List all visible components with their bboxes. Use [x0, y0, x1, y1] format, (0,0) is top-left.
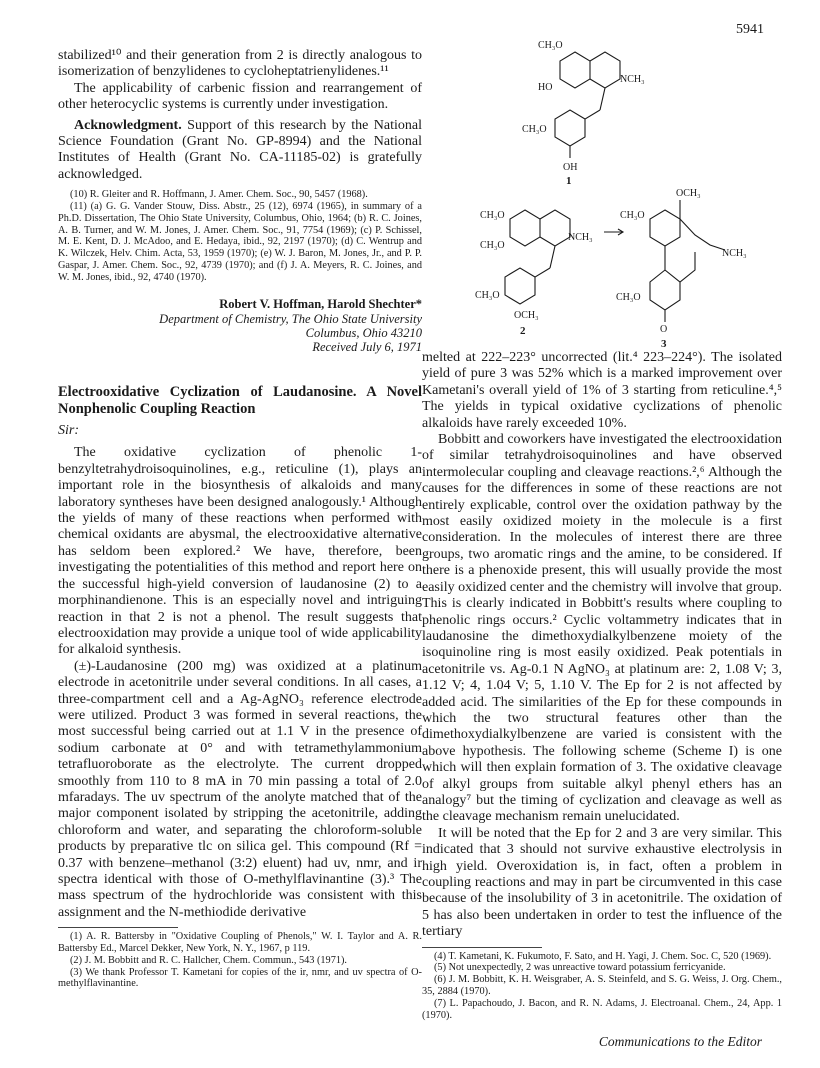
s1-label: 1	[566, 175, 572, 187]
right-para-2: Bobbitt and coworkers have investigated the electrooxidation of similar tetrahydroisoquinolines and have observed intermolecular coupling and cleavage reactions.²,⁶ Although the causes for the differences in some of these reactions are not entirely explicable, control over the oxidation pathway by the most easily oxidized moiety in the molecule is a first consideration. In the molecules of interest there are three groups, two aromatic rings and the amine, to be considered. If there is a phenoxide present, this will usually provide the most easily oxidized center and the chemistry will involve that group. This is clearly indicated in Bobbitt's results where coupling to phenolic rings occurs.² Cyclic voltammetry indicates that in laudanosine the dimethoxydialkylbenzene moiety of the isoquinoline ring is most easily oxidized. Peak potentials in acetonitrile vs. Ag-0.1 N AgNO₃ at platinum are: 2, 1.08 V; 3, 1.12 V; 4, 1.04 V; 5, 1.10 V. The Ep for 2 is not affected by added acid. The similarities of the Ep for these compounds in which the two structural features other than the dimethoxydialkylbenzene are varied is consistent with the above hypothesis. The following scheme (Scheme I) is one which will then explain formation of 3. The oxidative cleavage of alkyl groups from suitable alkyl phenyl ethers has an analogy⁷ but the timing of cyclization and cleavage as well as the cleavage mechanism remain unelucidated.	[422, 432, 783, 825]
s1-ch3o-low: CH₃O	[522, 124, 547, 135]
s3-och3: OCH₃	[676, 188, 701, 199]
s1-ring-c	[555, 110, 600, 146]
left-para-2: The applicability of carbenic fission and rearrangement of other heterocyclic systems is currently under investigation.	[58, 80, 422, 113]
ack-body: Support of this research by the National Science Foundation (Grant No. GP-8994) and the National Institutes of Health (Grant No. CA-11185-02) is gratefully acknowledged.	[58, 117, 422, 182]
s2-ring-a	[510, 210, 540, 246]
s3-ring-a	[650, 210, 680, 246]
s1-ring-b	[590, 52, 620, 88]
s3-ch3o-a: CH₃O	[620, 210, 645, 221]
salutation: Sir:	[58, 423, 79, 439]
s3-ring-b	[680, 219, 725, 250]
left-para-4: (±)-Laudanosine (200 mg) was oxidized at a platinum electrode in acetonitrile under several conditions. In all cases, a three-compartment cell and a Ag-AgNO₃ reference electrode were utilized. Product 3 was formed in several reactions, the most successful being carried out at 1.1 V in the presence of sodium carbonate at 0° and with tetramethylammonium tetrafluoroborate as the electrolyte. The current dropped smoothly from 110 to 8 mA in 70 min passing a total of 2.0 mfaradays. The uv spectrum of the anolyte matched that of the major component isolated by stripping the acetonitrile, adding chloroform and water, and separating the chloroform-soluble products by preparative tlc on silica gel. This compound (Rf = 0.37 with benzene–methanol (3:2) eluent) had uv, nmr, and ir spectra identical with those of O-methylflavinantine (3).³ The mass spectrum of the hydrochloride was consistent with this assignment and the N-methiodide derivative	[58, 658, 422, 920]
right-para-3: It will be noted that the Ep for 2 and 3 are very similar. This indicated that 3 should not survive exhaustive electrolysis in high yield. Overoxidation is, in fact, often a problem in coupling reactions and may in part be circumvented in this case because of the insolubility of 3 in acetonitrile. The oxidation of 5 has also been undertaken in order to test the influence of the tertiary	[422, 825, 782, 940]
authors: Robert V. Hoffman, Harold Shechter*	[219, 296, 422, 311]
s2-ch3o-a: CH₃O	[480, 210, 505, 221]
affiliation-1: Department of Chemistry, The Ohio State University	[159, 312, 422, 327]
s1-nch3: NCH₃	[620, 74, 645, 85]
received-date: Received July 6, 1971	[312, 340, 422, 355]
footnotes-top	[58, 189, 422, 283]
s1-oh: OH	[563, 162, 578, 173]
signature-block	[58, 296, 422, 354]
s3-o: O	[660, 324, 668, 335]
left-para-1: stabilized¹⁰ and their generation from 2 is directly analogous to isomerization of benzylidenes to cycloheptatrienylidenes.¹¹	[58, 48, 422, 80]
structure-2	[475, 210, 593, 337]
s3-ch3o-b: CH₃O	[616, 292, 641, 303]
footnote-6: (6) J. M. Bobbitt, K. H. Weisgraber, A. S. Steinfeld, and S. G. Weiss, J. Org. Chem., 35, 2884 (1970).	[422, 974, 782, 998]
s3-nch3: NCH₃	[722, 248, 747, 259]
footnote-1: (1) A. R. Battersby in "Oxidative Coupling of Phenols," W. I. Taylor and A. R. Battersby Ed., Marcel Dekker, New York, N. Y., 1967, p 119.	[58, 931, 422, 955]
footnote-11: (11) (a) G. G. Vander Stouw, Diss. Abstr., 25 (12), 6974 (1965), in summary of a Ph.D. Dissertation, The Ohio State University, Columbus, Ohio, 1964; (b) R. C. Joines, A. B. Turner, and W. M. Jones, J. Amer. Chem. Soc., 91, 7754 (1969); (c) P. Schissel, M. E. Kent, D. J. McAdoo, and E. Hedaya, ibid., 92, 2197 (1970); (d) C. Wentrup and K. Wilczek, Helv. Chim. Acta, 53, 1959 (1970); (e) W. J. Baron, M. Jones, Jr., and P. P. Gaspar, J. Amer. Chem. Soc., 92, 4739 (1970); and (f) J. A. Meyers, R. C. Joines, and W. M. Jones, ibid., 92, 4740 (1970).	[58, 201, 422, 283]
page-number: 5941	[736, 22, 764, 37]
acknowledgment	[58, 118, 422, 184]
right-column	[422, 350, 782, 1021]
s2-label: 2	[520, 325, 526, 337]
structure-3	[616, 188, 747, 350]
footnote-10: (10) R. Gleiter and R. Hoffmann, J. Amer. Chem. Soc., 90, 5457 (1968).	[70, 189, 368, 201]
s2-nch3: NCH₃	[568, 232, 593, 243]
running-footer: Communications to the Editor	[598, 1034, 762, 1049]
chemical-structures	[470, 20, 770, 350]
s3-label: 3	[661, 338, 667, 350]
s1-ring-a	[560, 52, 590, 88]
left-column	[58, 48, 422, 990]
footnote-2: (2) J. M. Bobbitt and R. C. Hallcher, Chem. Commun., 543 (1971).	[70, 954, 348, 966]
footnote-5: (5) Not unexpectedly, 2 was unreactive toward potassium ferricyanide.	[434, 962, 726, 974]
s2-ch3o-b: CH₃O	[480, 240, 505, 251]
structure-1	[522, 40, 645, 187]
left-para-3: The oxidative cyclization of phenolic 1-benzyltetrahydroisoquinolines, e.g., reticuline (1), plays an important role in the biosynthesis of alkaloids and many laboratory syntheses have been designed analogously.¹ Although the yields of many of these reactions when performed with chemical oxidants are abysmal, the electrooxidative alternative has seldom been explored.² We have, therefore, been investigating the potentialities of this method and report here on the successful high-yield conversion of laudanosine (2) to a morphinandienone. This is an especially novel and intriguing reaction in that 2 is not a phenol. The result suggests that electrooxidation may provide a unique tool of wide applicability for alkaloid synthesis.	[58, 445, 422, 658]
footnote-3: (3) We thank Professor T. Kametani for copies of the ir, nmr, and uv spectra of O-methylflavinantine.	[58, 966, 422, 990]
article-title: Electrooxidative Cyclization of Laudanosine. A Novel Nonphenolic Coupling Reaction	[58, 384, 422, 417]
s2-ch3o-c: CH₃O	[475, 290, 500, 301]
s2-och3: OCH₃	[514, 310, 539, 321]
affiliation-2: Columbus, Ohio 43210	[305, 326, 422, 341]
footnotes-bottom	[58, 931, 422, 990]
s1-ch3o-top: CH₃O	[538, 40, 563, 51]
ack-heading: Acknowledgment.	[74, 117, 182, 133]
footnote-4: (4) T. Kametani, K. Fukumoto, F. Sato, and H. Yagi, J. Chem. Soc. C, 520 (1969).	[434, 950, 772, 962]
s1-ho: HO	[538, 82, 553, 93]
right-para-1: melted at 222–223° uncorrected (lit.⁴ 223–224°). The isolated yield of pure 3 was 52% which is a marked improvement over Kametani's overall yield of 1% of 3 starting from reticuline.⁴,⁵ The yields in typical oxidative cyclizations of phenolic alkaloids have rarely exceeded 10%.	[422, 350, 782, 431]
footnotes-right	[422, 951, 782, 1022]
footnote-7: (7) L. Papachoudo, J. Bacon, and R. N. Adams, J. Electroanal. Chem., 24, App. 1 (1970).	[422, 997, 782, 1021]
s2-ring-b	[540, 210, 570, 246]
s3-ring-d	[650, 270, 680, 310]
s3-ring-c	[665, 246, 695, 282]
s2-ring-c	[505, 268, 550, 304]
